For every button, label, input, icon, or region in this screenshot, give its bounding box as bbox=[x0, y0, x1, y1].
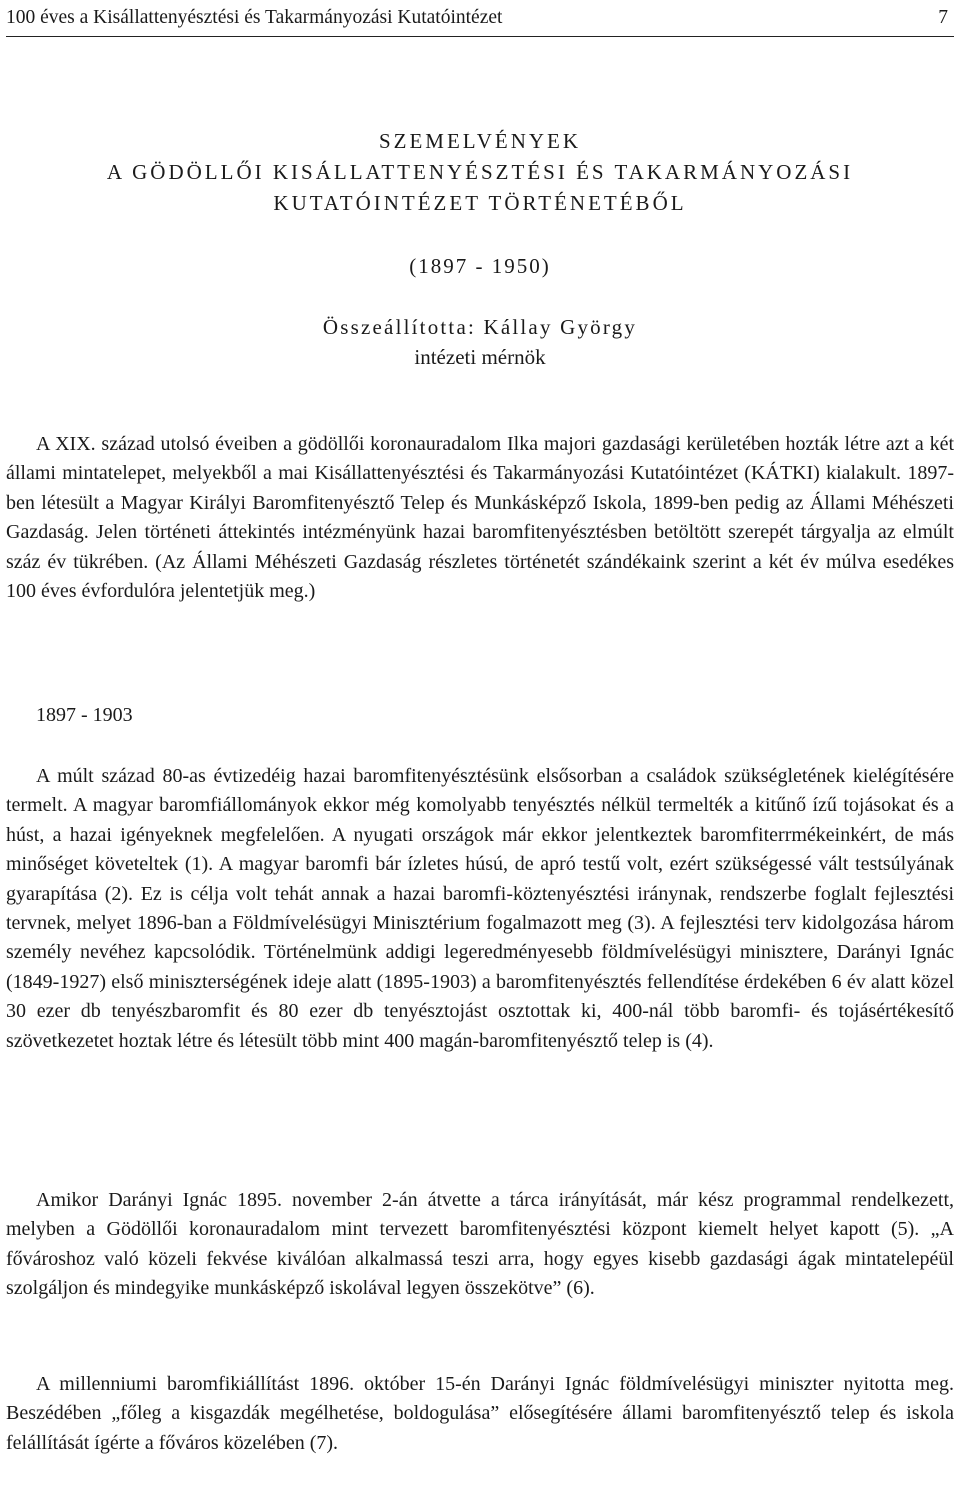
title-line-3: KUTATÓINTÉZET TÖRTÉNETÉBŐL bbox=[273, 191, 687, 215]
title-line-2: A GÖDÖLLŐI KISÁLLATTENYÉSZTÉSI ÉS TAKARMÁNYOZÁSI bbox=[106, 160, 854, 184]
compiler-block bbox=[0, 312, 960, 372]
body-paragraph-1: A múlt század 80-as évtizedéig hazai baromfitenyésztésünk elsősorban a családok szükségletének kielégítésére termelt. A magyar baromfiállományok ekkor még komolyabb tenyésztés nélkül termelték a kitűnő ízű tojásokat és a húst, a hazai igényeknek megfelelően. A nyugati országok már ekkor jelentkeztek baromfiterrmékeinkért, de más minőséget követeltek (1). A magyar baromfi bár ízletes húsú, de apró testű volt, ezért szükségessé vált testsúlyának gyarapítása (2). Ez is célja volt tehát annak a hazai baromfi-köztenyésztési iránynak, rendszerbe foglalt fejlesztési tervnek, melyet 1896-ban a Földmívelésügyi Minisztérium fogalmazott meg (3). A fejlesztési terv kidolgozása három személy nevéhez kapcsolódik. Történelmünk addigi legeredményesebb földmívelésügyi minisztere, Darányi Ignác (1849-1927) első miniszterségének ideje alatt (1895-1903) a baromfitenyésztés fellendítése érdekében 6 év alatt közel 30 ezer db tenyészbaromfit és 80 ezer db tenyésztojást osztottak ki, 400-nál több baromfi- és tojásértékesítő szövetkezetet hoztak létre és létesült több mint 400 magán-baromfitenyésztő telep is (4). bbox=[6, 765, 954, 1052]
running-title: 100 éves a Kisállattenyésztési és Takarmányozási Kutatóintézet bbox=[6, 7, 503, 28]
body-paragraph-3: A millenniumi baromfikiállítást 1896. október 15-én Darányi Ignác földmívelésügyi miniszter nyitotta meg. Beszédében „főleg a kisgazdák megélhetése, boldogulása” elősegítésére állami baromfitenyésztő telep és iskola felállítását ígérte a főváros közelében (7). bbox=[6, 1373, 954, 1454]
year-range: (1897 - 1950) bbox=[409, 254, 551, 278]
running-header bbox=[6, 0, 954, 37]
document-title bbox=[0, 126, 960, 219]
intro-paragraph: A XIX. század utolsó éveiben a gödöllői koronauradalom Ilka majori gazdasági kerületében hozták létre azt a két állami mintatelepet, melyekből a mai Kisállattenyésztési és Takarmányozási Kutatóintézet (KÁTKI) kialakult. 1897-ben létesült a Magyar Királyi Baromfitenyésztő Telep és Munkásképző Iskola, 1899-ben pedig az Állami Méhészeti Gazdaság. Jelen történeti áttekintés intézményünk hazai baromfitenyésztésben betöltött szerepét tárgyalja az elmúlt száz év tükrében. (Az Állami Méhészeti Gazdaság részletes történetét szándékaink szerint a két év múlva esedékes 100 éves évfordulóra jelentetjük meg.) bbox=[6, 433, 954, 603]
title-line-1: SZEMELVÉNYEK bbox=[378, 129, 582, 153]
body-paragraph-2: Amikor Darányi Ignác 1895. november 2-án átvette a tárca irányítását, már kész programmal rendelkezett, melyben a Gödöllői koronauradalom mint tervezett baromfitenyésztési központ kiemelt helyet kapott (5). „A fővároshoz való közeli fekvése kiválóan alkalmassá teszi arra, hogy egyes kisebb gazdasági ágak mintatelepéül szolgáljon és mindegyike munkásképző iskolával legyen összekötve” (6). bbox=[6, 1189, 954, 1300]
compiler-role: intézeti mérnök bbox=[414, 345, 546, 369]
compiler-name: Összeállította: Kállay György bbox=[322, 315, 638, 339]
page-number: 7 bbox=[938, 7, 948, 28]
section-heading: 1897 - 1903 bbox=[36, 704, 133, 726]
